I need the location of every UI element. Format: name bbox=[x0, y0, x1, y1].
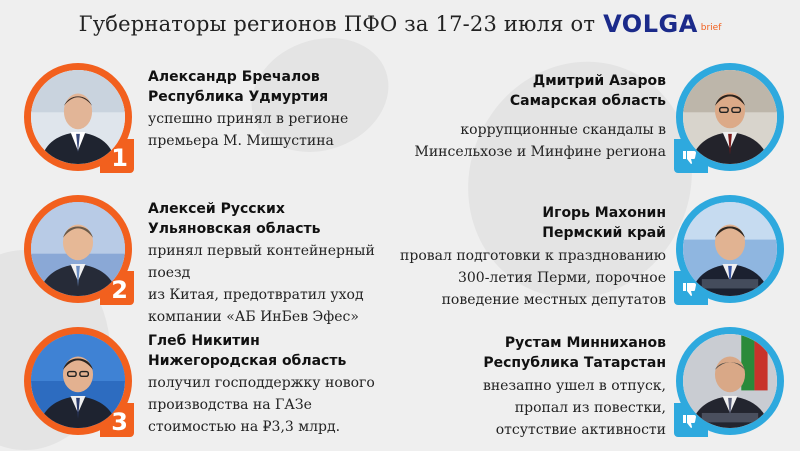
governor-name bbox=[542, 203, 666, 243]
governor-name-text: Игорь Махонин bbox=[542, 205, 666, 221]
governor-name-text: Алексей Русских bbox=[148, 201, 285, 217]
governor-name-text: Рустам Минниханов bbox=[504, 335, 666, 351]
desc-line: компании «АБ ИнБев Эфес» bbox=[148, 309, 359, 325]
governor-name-text: Дмитрий Азаров bbox=[532, 73, 666, 89]
desc-line: коррупционные скандалы в bbox=[460, 122, 666, 138]
region-name: Ульяновская область bbox=[148, 221, 321, 237]
desc-line: внезапно ушел в отпуск, bbox=[482, 378, 666, 394]
avatar-pin bbox=[24, 327, 132, 435]
governor-failure bbox=[483, 375, 666, 441]
governor-name bbox=[148, 331, 346, 371]
avatar-pin bbox=[24, 195, 132, 303]
desc-line: успешно принял в регионе bbox=[148, 111, 349, 127]
region-name: Пермский край bbox=[542, 225, 666, 241]
desc-line: получил господдержку нового bbox=[148, 375, 375, 391]
governor-name bbox=[148, 67, 328, 107]
page-title: Губернаторы регионов ПФО за 17-23 июля от bbox=[78, 12, 596, 36]
desc-line: поведение местных депутатов bbox=[441, 292, 666, 308]
governor-failure bbox=[415, 119, 667, 163]
desc-line: Минсельхозе и Минфине региона bbox=[414, 144, 666, 160]
desc-line: премьера М. Мишустина bbox=[148, 133, 334, 149]
governor-name bbox=[510, 71, 666, 111]
desc-line: стоимостью на ₽3,3 млрд. bbox=[148, 419, 341, 435]
region-name: Республика Татарстан bbox=[483, 355, 666, 371]
governor-achievement bbox=[148, 108, 348, 152]
governor-name-text: Глеб Никитин bbox=[148, 333, 260, 349]
desc-line: 300-летия Перми, порочное bbox=[457, 270, 666, 286]
governor-card-negative bbox=[400, 195, 800, 320]
desc-line: принял первый контейнерный поезд bbox=[148, 243, 375, 281]
avatar-pin bbox=[676, 327, 784, 435]
desc-line: из Китая, предотвратил уход bbox=[148, 287, 364, 303]
region-name: Нижегородская область bbox=[148, 353, 347, 369]
desc-line: отсутствие активности bbox=[495, 422, 666, 438]
thumbs-down-icon bbox=[682, 149, 698, 165]
region-name: Республика Удмуртия bbox=[148, 89, 329, 105]
governor-card-negative bbox=[400, 327, 800, 451]
desc-line: провал подготовки к празднованию bbox=[400, 248, 666, 264]
brand-name: VOLGA bbox=[603, 10, 698, 38]
governor-achievement bbox=[148, 240, 400, 328]
thumbs-down-icon bbox=[682, 281, 698, 297]
rank-number: 1 bbox=[111, 144, 128, 172]
governor-failure bbox=[400, 245, 666, 311]
desc-line: производства на ГАЗе bbox=[148, 397, 312, 413]
governor-card-positive bbox=[0, 63, 400, 188]
brand-sub: brief bbox=[700, 23, 722, 33]
region-name: Самарская область bbox=[509, 93, 666, 109]
desc-line: пропал из повестки, bbox=[514, 400, 666, 416]
governor-card-positive bbox=[0, 327, 400, 451]
governor-card-negative bbox=[400, 63, 800, 188]
avatar-pin bbox=[676, 63, 784, 171]
governor-achievement bbox=[148, 372, 375, 438]
governor-card-positive bbox=[0, 195, 400, 325]
avatar-pin bbox=[676, 195, 784, 303]
rank-number: 2 bbox=[111, 276, 128, 304]
thumbs-down-icon bbox=[682, 413, 698, 429]
rank-number: 3 bbox=[111, 408, 128, 436]
governor-name bbox=[483, 333, 666, 373]
volga-brief-logo bbox=[603, 12, 721, 36]
avatar-pin bbox=[24, 63, 132, 171]
governor-name-text: Александр Бречалов bbox=[148, 69, 320, 85]
governor-name bbox=[148, 199, 321, 239]
header bbox=[0, 6, 800, 42]
